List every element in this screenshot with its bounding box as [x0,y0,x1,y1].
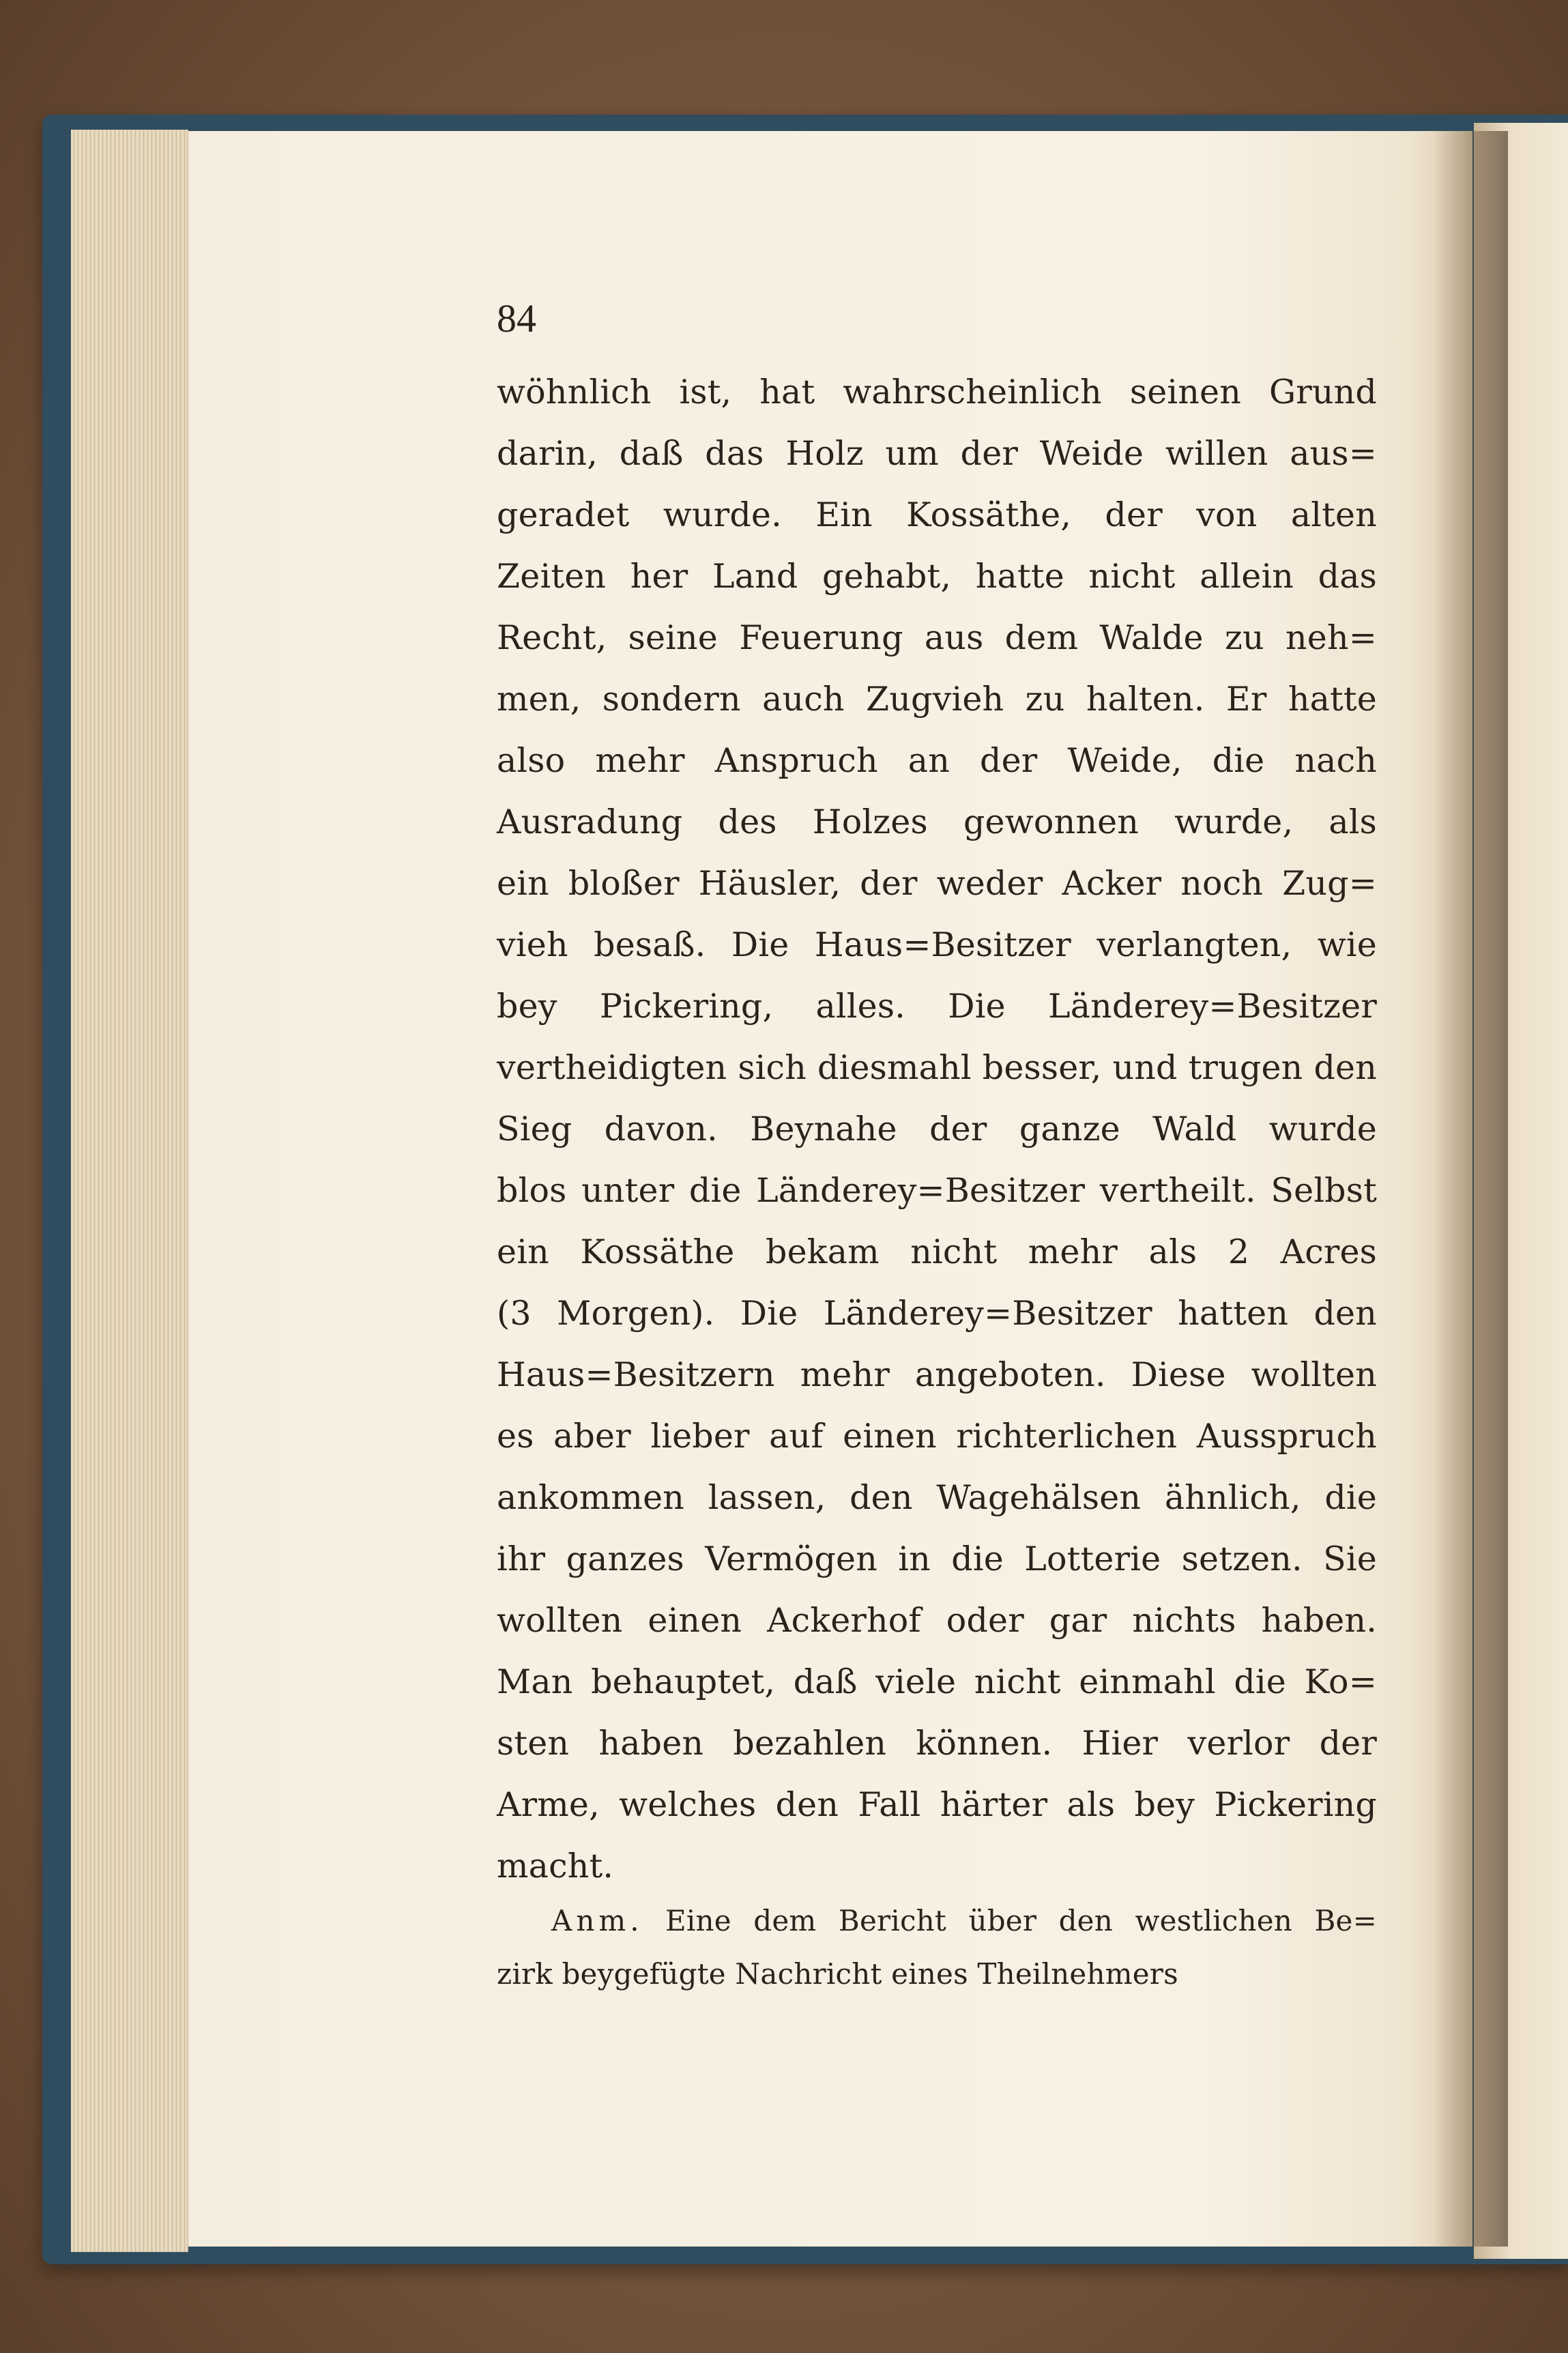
page-edges [71,130,188,2252]
text-line: es aber lieber auf einen richterlichen Ausspruch [497,1417,1377,1456]
text-line: vertheidigten sich diesmahl besser, und trugen den [497,1048,1377,1087]
text-line: geradet wurde. Ein Kossäthe, der von alten [497,495,1377,534]
footnote [497,1894,1377,2001]
text-line: Man behauptet, daß viele nicht einmahl die Ko= [497,1662,1377,1701]
text-line: Recht, seine Feuerung aus dem Walde zu neh= [497,618,1377,657]
text-line: Zeiten her Land gehabt, hatte nicht allein das [497,557,1377,596]
text-line: Ausradung des Holzes gewonnen wurde, als [497,803,1377,841]
text-line: wollten einen Ackerhof oder gar nichts haben. [497,1601,1377,1640]
page-gutter-shadow [1433,131,1508,2247]
text-line: darin, daß das Holz um der Weide willen aus= [497,434,1377,473]
page-number: 84 [497,296,536,341]
text-line: Sieg davon. Beynahe der ganze Wald wurde [497,1110,1377,1149]
text-line: men, sondern auch Zugvieh zu halten. Er hatte [497,680,1377,719]
text-line: also mehr Anspruch an der Weide, die nach [497,741,1377,780]
footnote-label: Anm. [551,1904,643,1937]
footnote-second-line: zirk beygefügte Nachricht eines Theilnehmers [497,1957,1178,1991]
text-line: bey Pickering, alles. Die Länderey=Besitzer [497,987,1377,1026]
text-line: sten haben bezahlen können. Hier verlor der [497,1724,1377,1763]
text-line: (3 Morgen). Die Länderey=Besitzer hatten den [497,1294,1377,1333]
text-line: ein bloßer Häusler, der weder Acker noch Zug= [497,864,1377,903]
body-text [497,362,1377,1897]
text-line: blos unter die Länderey=Besitzer vertheilt. Selbst [497,1171,1377,1210]
footnote-first-line [497,1894,1377,1948]
footnote-text: Eine dem Bericht über den westlichen Be= [665,1904,1377,1937]
text-line: ein Kossäthe bekam nicht mehr als 2 Acres [497,1232,1377,1271]
text-line: ihr ganzes Vermögen in die Lotterie setzen. Sie [497,1540,1377,1578]
text-line: Haus=Besitzern mehr angeboten. Diese wollten [497,1355,1377,1394]
text-line: vieh besaß. Die Haus=Besitzer verlangten, wie [497,925,1377,964]
text-line: wöhnlich ist, hat wahrscheinlich seinen Grund [497,373,1377,412]
text-line: ankommen lassen, den Wagehälsen ähnlich, die [497,1478,1377,1517]
text-line: Arme, welches den Fall härter als bey Pickering [497,1785,1377,1824]
text-line: macht. [497,1847,614,1886]
